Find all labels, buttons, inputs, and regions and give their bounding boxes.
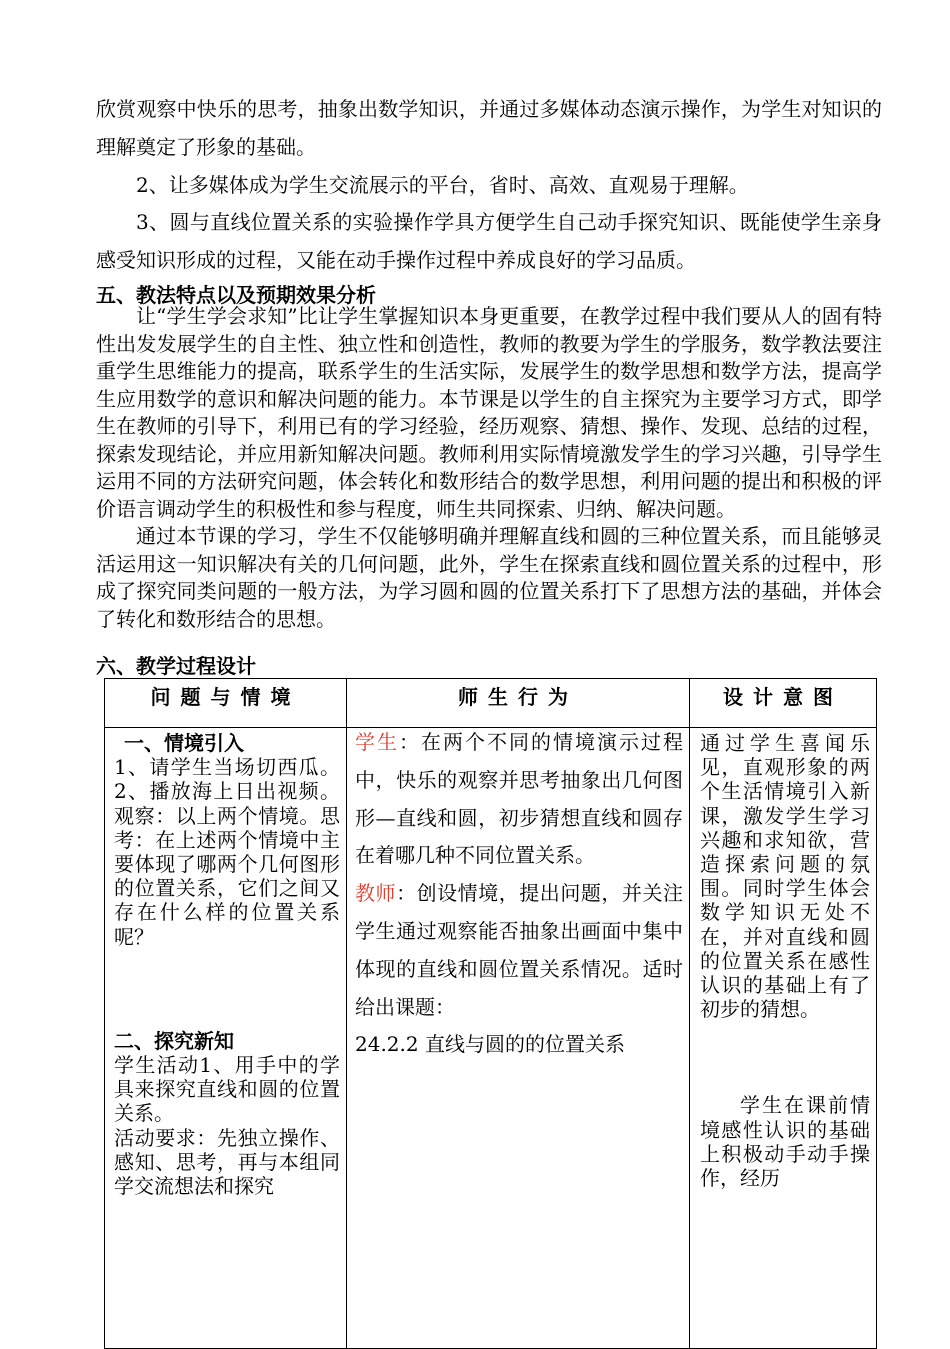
table-header-row: [105, 679, 877, 728]
section5-heading: 五、教法特点以及预期效果分析: [96, 283, 376, 307]
student-label: 学生: [355, 730, 399, 754]
cell-problem-situation: [105, 728, 347, 1349]
header-problem-situation: 问题与情境: [105, 679, 347, 728]
table-row: [105, 728, 877, 1349]
section6-heading: 六、教学过程设计: [96, 654, 256, 678]
intent-text-2: 学生在课前情境感性认识的基础上积极动手动手操作，经历: [700, 1093, 870, 1191]
cell-design-intent: [690, 728, 877, 1349]
part1-title: 一、情境引入: [124, 731, 244, 755]
intro-paragraph-1: 欣赏观察中快乐的思考，抽象出数学知识，并通过多媒体动态演示操作，为学生对知识的理解奠定了形象的基础。: [96, 97, 882, 159]
student-text: ：在两个不同的情境演示过程中，快乐的观察并思考抽象出几何图形—直线和圆，初步猜想直线和圆存在着哪几种不同位置关系。: [355, 730, 683, 868]
cell-teacher-student: [347, 728, 690, 1349]
part1-text: 1、请学生当场切西瓜。2、播放海上日出视频。观察：以上两个情境。思考：在上述两个情境中主要体现了哪两个几何图形的位置关系，它们之间又存在什么样的位置关系呢？: [114, 755, 340, 949]
intent-text-1: 通过学生喜闻乐见，直观形象的两个生活情境引入新课，激发学生学习兴趣和求知欲，营造探索问题的氛围。同时学生体会数学知识无处不在，并对直线和圆的位置关系在感性认识的基础上有了初步的猜想。: [700, 731, 870, 1022]
part2-text-2: 活动要求：先独立操作、感知、思考，再与本组同学交流想法和探究: [114, 1125, 340, 1199]
lesson-design-table: [104, 678, 877, 1349]
part2-title: 二、探究新知: [114, 1028, 234, 1053]
intro-paragraph-3: 3、圆与直线位置关系的实验操作学具方便学生自己动手探究知识、既能使学生亲身感受知识形成的过程，又能在动手操作过程中养成良好的学习品质。: [96, 210, 882, 272]
part2-text-1: 学生活动1、用手中的学具来探究直线和圆的位置关系。: [114, 1053, 340, 1126]
section5-paragraph-2: 通过本节课的学习，学生不仅能够明确并理解直线和圆的三种位置关系，而且能够灵活运用这一知识解决有关的几何问题，此外，学生在探索直线和圆位置关系的过程中，形成了探究同类问题的一般方法，为学习圆和圆的位置关系打下了思想方法的基础，并体会了转化和数形结合的思想。: [96, 524, 882, 631]
teacher-label: 教师: [355, 881, 397, 906]
header-teacher-student: 师生行为: [347, 679, 690, 728]
teacher-text: ：创设情境，提出问题，并关注学生通过观察能否抽象出画面中集中体现的直线和圆位置关系情况。适时给出课题：: [355, 881, 684, 1019]
intro-paragraph-2: 2、让多媒体成为学生交流展示的平台，省时、高效、直观易于理解。: [136, 173, 749, 197]
section5-paragraph-1: 让“学生学会求知”比让学生掌握知识本身更重要，在教学过程中我们要从人的固有特性出发发展学生的自主性、独立性和创造性，教师的教要为学生的学服务，数学教法要注重学生思维能力的提高，联系学生的生活实际，发展学生的数学思想和数学方法，提高学生应用数学的意识和解决问题的能力。本节课是以学生的自主探究为主要学习方式，即学生在教师的引导下，利用已有的学习经验，经历观察、猜想、操作、发现、总结的过程，探索发现结论，并应用新知解决问题。教师利用实际情境激发学生的学习兴趣，引导学生运用不同的方法研究问题，体会转化和数形结合的数学思想，利用问题的提出和积极的评价语言调动学生的积极性和参与程度，师生共同探索、归纳、解决问题。: [96, 304, 882, 521]
header-design-intent: 设计意图: [690, 679, 877, 728]
lesson-topic: 24.2.2 直线与圆的的位置关系: [355, 1032, 625, 1057]
